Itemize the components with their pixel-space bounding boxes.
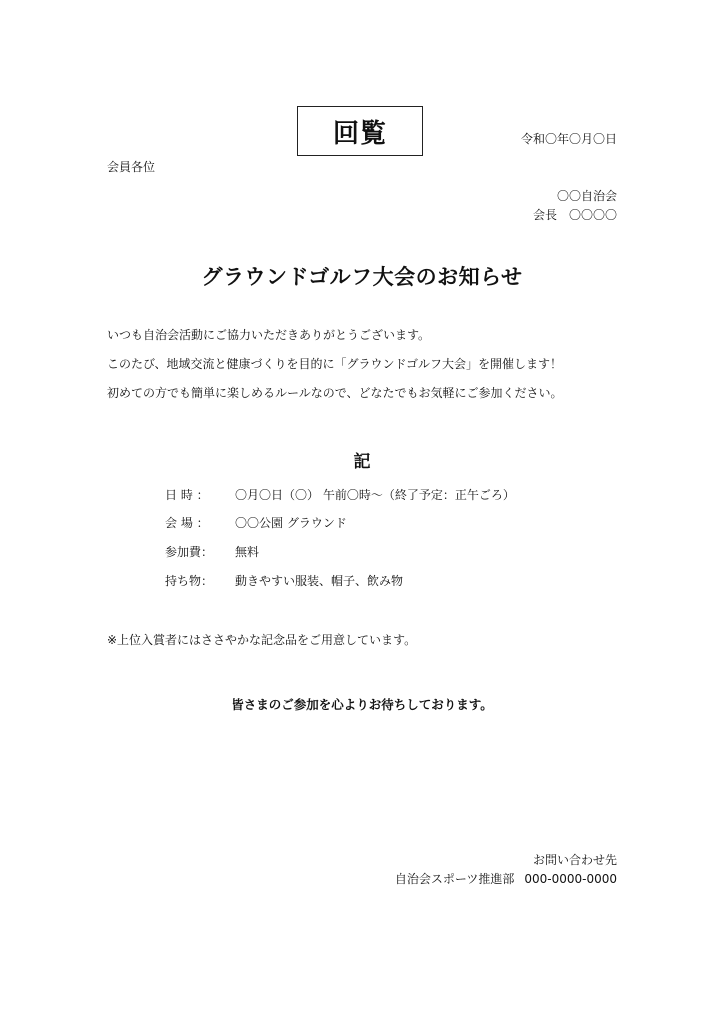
detail-row-fee [165, 543, 259, 560]
detail-row-datetime [165, 486, 515, 503]
closing-message: 皆さまのご参加を心よりお待ちしております。 [231, 697, 493, 712]
recipient: 会員各位 [107, 160, 156, 174]
detail-label: 会 場 ： [165, 516, 209, 530]
circulation-stamp [297, 106, 423, 156]
detail-value: 動きやすい服装、帽子、飲み物 [235, 574, 404, 588]
contact-phone: 000-0000-0000 [524, 872, 617, 886]
contact-info [395, 870, 617, 887]
detail-value: 無料 [235, 545, 260, 559]
sender-president [533, 206, 617, 223]
body-paragraph-2: このたび、地域交流と健康づくりを目的に「グラウンドゴルフ大会」を開催します！ [107, 357, 563, 371]
detail-label: 日 時 ： [165, 488, 209, 502]
prize-note: ※上位入賞者にはささやかな記念品をご用意しています。 [107, 633, 417, 647]
circulation-stamp-label: 回覧 [332, 118, 387, 149]
detail-value: 〇月〇日（〇） 午前〇時～（終了予定：正午ごろ） [235, 488, 515, 502]
detail-label: 参加費： [165, 545, 214, 559]
detail-row-belongings [165, 572, 403, 589]
detail-label: 持ち物： [165, 574, 214, 588]
detail-value: 〇〇公園 グラウンド [235, 516, 347, 530]
contact-department: 自治会スポーツ推進部 [394, 872, 515, 886]
body-paragraph-1: いつも自治会活動にご協力いただきありがとうございます。 [107, 328, 431, 342]
contact-label: お問い合わせ先 [532, 853, 617, 867]
ki-heading: 記 [353, 452, 371, 472]
detail-row-venue [165, 514, 347, 531]
president-name: 〇〇〇〇 [568, 208, 617, 222]
document-date: 令和〇年〇月〇日 [520, 132, 617, 146]
body-paragraph-3: 初めての方でも簡単に楽しめるルールなので、どなたでもお気軽にご参加ください。 [107, 386, 563, 400]
sender-organization: 〇〇自治会 [556, 189, 617, 203]
president-title: 会長 [532, 208, 557, 222]
document-title: グラウンドゴルフ大会のお知らせ [201, 265, 523, 289]
